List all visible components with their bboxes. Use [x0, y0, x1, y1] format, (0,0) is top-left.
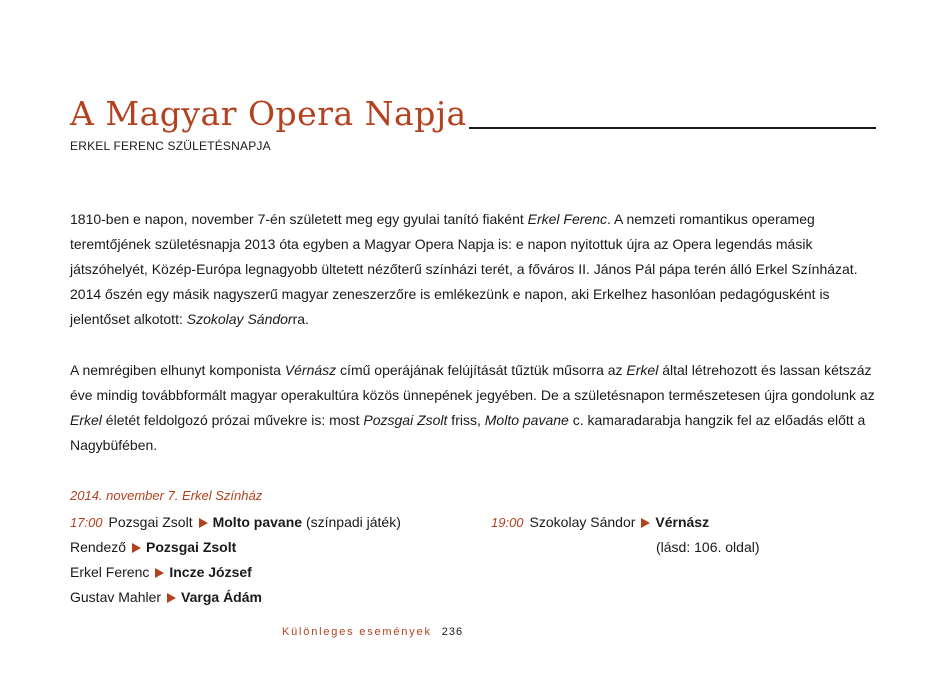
text-run: c. kamaradarabja hangzik fel az előadás előtt a Nagybüfében.	[70, 412, 866, 453]
credit-row	[70, 585, 401, 610]
credit-role: Gustav Mahler	[70, 589, 162, 605]
program-right-note: (lásd: 106. oldal)	[656, 539, 760, 555]
event-author: Szokolay Sándor	[529, 514, 636, 530]
paragraph-1	[70, 207, 876, 332]
text-run: című operájának felújítását tűztük műsorra az	[336, 362, 627, 378]
credit-name: Pozsgai Zsolt	[146, 539, 237, 555]
italic-text: Erkel	[70, 412, 102, 428]
arrow-right-icon	[199, 518, 208, 528]
program-right-main	[491, 510, 760, 535]
footer-section: Különleges események	[282, 626, 432, 638]
paragraph-2	[70, 358, 876, 458]
event-work: Molto pavane	[212, 514, 303, 530]
event-work-note: (színpadi játék)	[302, 514, 401, 530]
credit-row	[70, 535, 401, 560]
arrow-right-icon	[167, 593, 176, 603]
text-run: friss,	[447, 412, 485, 428]
credit-name: Incze József	[169, 564, 252, 580]
paragraph-text	[70, 358, 876, 458]
arrow-right-icon	[155, 568, 164, 578]
program-left	[70, 510, 401, 610]
page-footer	[282, 626, 463, 638]
event-author: Pozsgai Zsolt	[108, 514, 193, 530]
text-run: életét feldolgozó prózai művekre is: most	[101, 412, 364, 428]
event-time: 19:00	[491, 515, 524, 530]
program-right	[491, 510, 760, 560]
italic-text: Vérnász	[284, 362, 337, 378]
text-run: . A nemzeti romantikus operameg teremtőjének születésnapja 2013 óta egyben a Magyar Opera Napja is: e napon nyitottuk újra az Opera legendás másik játszóhelyét, Közép-Európa legnagyobb ültetett nézőterű színházi terét, a főváros II. János Pál pápa terén álló Erkel Színházat. 2014 őszén egy másik nagyszerű magyar zeneszerzőre is emlékezünk e napon, aki Erkelhez hasonlóan pedagógusként is jelentőset alkotott:	[70, 211, 858, 327]
italic-text: Pozsgai Zsolt	[363, 412, 448, 428]
text-run: 1810-ben e napon, november 7-én született meg egy gyulai tanító fiaként	[70, 211, 528, 227]
credit-name: Varga Ádám	[181, 589, 262, 605]
credit-row	[70, 560, 401, 585]
text-run: A nemrégiben elhunyt komponista	[70, 362, 285, 378]
italic-text: Szokolay Sándor	[186, 311, 293, 327]
page-number: 236	[441, 626, 464, 638]
arrow-right-icon	[641, 518, 650, 528]
page-subtitle: ERKEL FERENC SZÜLETÉSNAPJA	[70, 139, 271, 153]
program-left-main	[70, 510, 401, 535]
arrow-right-icon	[132, 543, 141, 553]
title-row	[70, 94, 876, 134]
text-run: által létrehozott és lassan kétszáz éve mindig továbbformált magyar operakultúra közös ünnepének jegyében. De a születésnapon természetesen újra gondolunk az	[70, 362, 875, 403]
credit-role: Rendező	[70, 539, 127, 555]
italic-text: Erkel Ferenc	[527, 211, 607, 227]
event-time: 17:00	[70, 515, 103, 530]
italic-text: Molto pavane	[484, 412, 569, 428]
title-rule	[469, 127, 876, 129]
event-date: 2014. november 7. Erkel Színház	[70, 488, 263, 503]
credit-role: Erkel Ferenc	[70, 564, 150, 580]
page-title: A Magyar Opera Napja	[70, 94, 467, 133]
event-work: Vérnász	[655, 514, 710, 530]
text-run: ra.	[292, 311, 309, 327]
italic-text: Erkel	[626, 362, 659, 378]
paragraph-text	[70, 207, 876, 332]
